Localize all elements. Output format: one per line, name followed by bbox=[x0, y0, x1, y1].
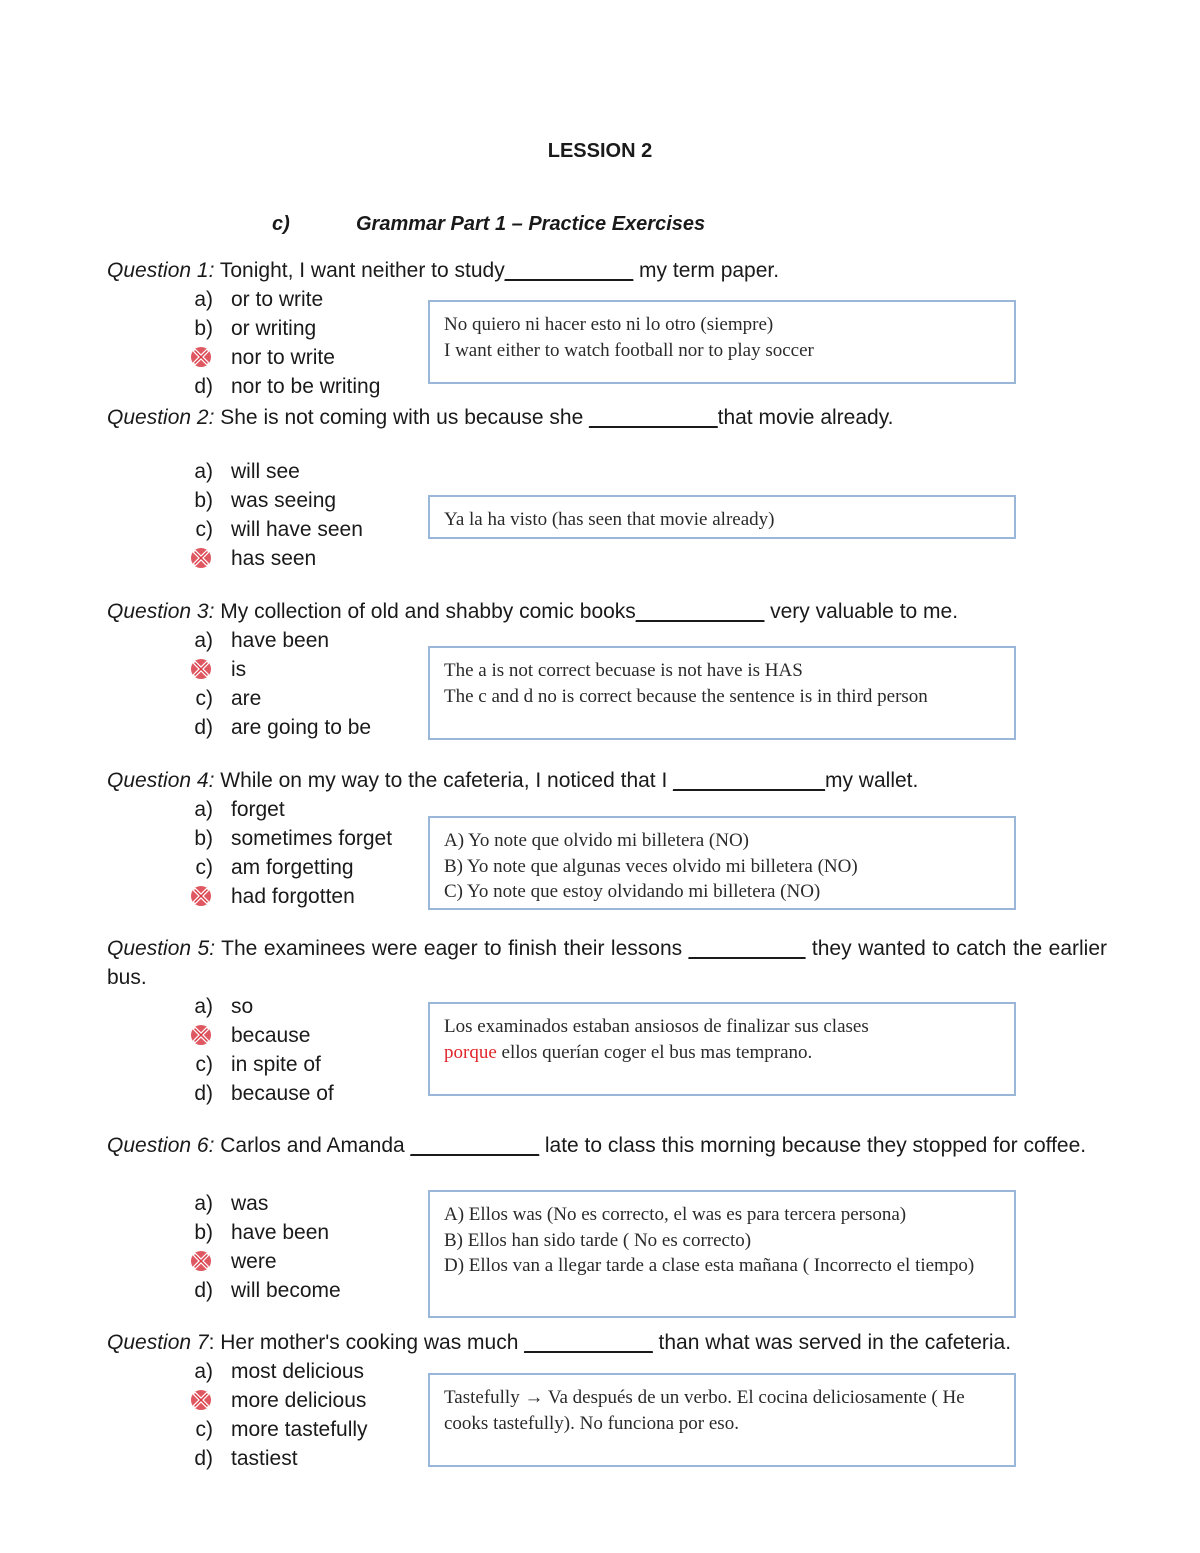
question-text: Tonight, I want neither to study bbox=[219, 259, 505, 282]
option-d: d) because of bbox=[194, 1082, 334, 1105]
question-label: Question 5: bbox=[107, 937, 216, 960]
option-c: c) will have seen bbox=[195, 518, 363, 541]
question-text: The examinees were eager to finish their lessons bbox=[221, 937, 689, 960]
answer-blank: ___________ bbox=[504, 259, 634, 282]
question-6 bbox=[107, 1131, 1107, 1160]
answer-blank: ___________ bbox=[635, 600, 765, 623]
option-b-selected: because bbox=[186, 1021, 310, 1050]
note-line: porque ellos querían coger el bus mas temprano. bbox=[444, 1041, 813, 1063]
question-text-end: than what was served in the cafeteria. bbox=[652, 1331, 1012, 1354]
option-a: a) or to write bbox=[194, 288, 324, 311]
question-text-end: very valuable to me. bbox=[764, 600, 959, 623]
question-text: Carlos and Amanda bbox=[220, 1134, 411, 1157]
cross-mark-icon bbox=[186, 346, 213, 368]
cross-mark-icon bbox=[186, 1024, 213, 1046]
answer-blank: ___________ bbox=[589, 406, 718, 429]
option-a: a) have been bbox=[194, 629, 330, 652]
question-text: My collection of old and shabby comic books bbox=[220, 600, 636, 623]
question-5 bbox=[107, 934, 1107, 992]
question-text: She is not coming with us because she bbox=[220, 406, 590, 429]
option-d: d) nor to be writing bbox=[194, 375, 381, 398]
question-label: Question 7 bbox=[107, 1331, 209, 1354]
option-d: d) will become bbox=[194, 1279, 341, 1302]
question-text-end: my wallet. bbox=[824, 769, 919, 792]
option-a: a) will see bbox=[194, 460, 300, 483]
option-a: a) was bbox=[194, 1192, 269, 1215]
note-line: B) Ellos han sido tarde ( No es correcto) bbox=[444, 1229, 752, 1251]
option-c: c) in spite of bbox=[195, 1053, 321, 1076]
question-4 bbox=[107, 766, 1107, 795]
note-box bbox=[428, 300, 1016, 384]
note-line: A) Ellos was (No es correcto, el was es para tercera persona) bbox=[444, 1204, 907, 1225]
note-line: Ya la ha visto (has seen that movie already) bbox=[444, 509, 775, 530]
highlighted-word: porque bbox=[444, 1041, 497, 1063]
question-text-end: they wanted to catch the earlier bus. bbox=[107, 937, 1107, 989]
note-line: A) Yo note que olvido mi billetera (NO) bbox=[444, 830, 750, 851]
answer-blank: _____________ bbox=[673, 769, 825, 792]
note-box bbox=[428, 816, 1016, 910]
note-line: C) Yo note que estoy olvidando mi billetera (NO) bbox=[444, 881, 821, 902]
option-b: b) have been bbox=[194, 1221, 330, 1244]
question-7: Question 7: Her mother's cooking was much ___________ than what was served in the cafeteria. bbox=[107, 1331, 1012, 1354]
note-line: B) Yo note que algunas veces olvido mi billetera (NO) bbox=[444, 855, 858, 877]
cross-mark-icon bbox=[186, 1250, 213, 1272]
question-label: Question 1: bbox=[107, 259, 215, 282]
option-b: b) was seeing bbox=[194, 489, 337, 512]
option-c: c) are bbox=[195, 687, 262, 710]
question-label: Question 6: bbox=[107, 1134, 215, 1157]
option-d-selected: had forgotten bbox=[186, 882, 355, 911]
note-box bbox=[428, 495, 1016, 539]
note-line: Los examinados estaban ansiosos de finalizar sus clases bbox=[444, 1016, 869, 1037]
cross-mark-icon bbox=[186, 885, 213, 907]
note-line: The a is not correct becuase is not have is HAS bbox=[444, 660, 803, 681]
option-d-selected: has seen bbox=[186, 544, 316, 573]
option-c: c) am forgetting bbox=[195, 856, 354, 879]
note-box bbox=[428, 646, 1016, 740]
option-a: a) most delicious bbox=[194, 1360, 365, 1383]
section-letter: c) bbox=[272, 213, 290, 235]
option-b-selected: is bbox=[186, 655, 246, 684]
question-text-end: my term paper. bbox=[633, 259, 780, 282]
question-label: Question 2: bbox=[107, 406, 215, 429]
option-a: a) so bbox=[194, 995, 254, 1018]
note-line: D) Ellos van a llegar tarde a clase esta mañana ( Incorrecto el tiempo) bbox=[444, 1255, 975, 1276]
cross-mark-icon bbox=[186, 658, 213, 680]
section-title: Grammar Part 1 – Practice Exercises bbox=[356, 213, 706, 235]
question-text-end: that movie already. bbox=[717, 406, 894, 429]
question-2 bbox=[107, 403, 1107, 432]
option-c: c) more tastefully bbox=[195, 1418, 368, 1441]
option-a: a) forget bbox=[194, 798, 285, 821]
option-b-selected: more delicious bbox=[186, 1386, 366, 1415]
option-d: d) are going to be bbox=[194, 716, 372, 739]
answer-blank: ___________ bbox=[524, 1331, 653, 1354]
note-box bbox=[428, 1002, 1016, 1096]
option-d: d) tastiest bbox=[194, 1447, 298, 1470]
cross-mark-icon bbox=[186, 547, 213, 569]
note-line: Tastefully → Va después de un verbo. El cocina deliciosamente ( He cooks tastefully). No funciona por eso. bbox=[444, 1387, 965, 1434]
option-b: b) or writing bbox=[194, 317, 317, 340]
note-box bbox=[428, 1190, 1016, 1318]
question-text: While on my way to the cafeteria, I noticed that I bbox=[220, 769, 674, 792]
option-b: b) sometimes forget bbox=[194, 827, 393, 850]
note-line: No quiero ni hacer esto ni lo otro (siempre) bbox=[444, 314, 774, 335]
note-line: I want either to watch football nor to play soccer bbox=[444, 339, 814, 361]
answer-blank: __________ bbox=[688, 937, 806, 960]
option-c-selected: were bbox=[186, 1247, 277, 1276]
note-line: The c and d no is correct because the sentence is in third person bbox=[444, 685, 928, 707]
page-title: LESSION 2 bbox=[547, 140, 653, 162]
question-1 bbox=[107, 256, 1107, 285]
question-label: Question 3: bbox=[107, 600, 215, 623]
answer-blank: ___________ bbox=[410, 1134, 540, 1157]
question-3 bbox=[107, 597, 1107, 626]
question-label: Question 4: bbox=[107, 769, 215, 792]
cross-mark-icon bbox=[186, 1389, 213, 1411]
question-text-end: late to class this morning because they stopped for coffee. bbox=[539, 1134, 1087, 1157]
option-c-selected: nor to write bbox=[186, 343, 335, 372]
question-text: Her mother's cooking was much bbox=[214, 1331, 525, 1354]
note-box bbox=[428, 1373, 1016, 1467]
